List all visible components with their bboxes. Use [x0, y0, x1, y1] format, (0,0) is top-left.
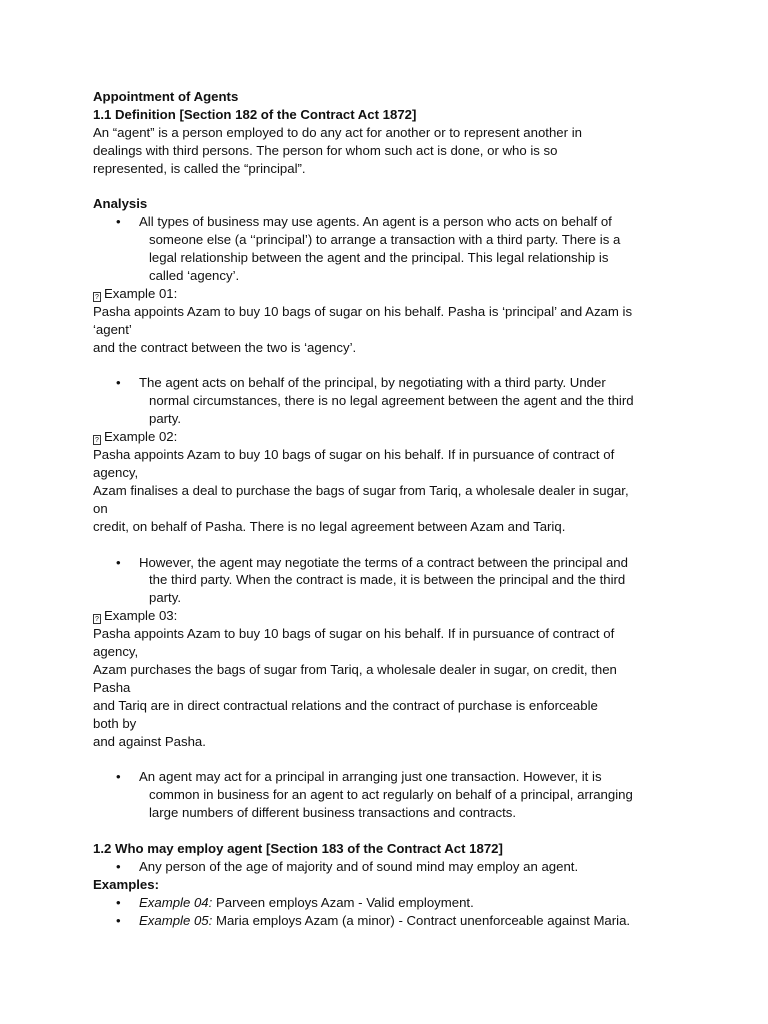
- missing-glyph-icon: ?: [93, 614, 101, 624]
- example-line: Azam finalises a deal to purchase the bags of sugar from Tariq, a wholesale dealer in sugar,: [93, 482, 629, 498]
- bullet-icon: •: [116, 894, 121, 910]
- example-line: on: [93, 500, 108, 516]
- bullet-icon: •: [116, 912, 121, 928]
- example-line: Pasha appoints Azam to buy 10 bags of sugar on his behalf. Pasha is ‘principal’ and Azam is: [93, 303, 633, 319]
- example-05-text: Maria employs Azam (a minor) - Contract unenforceable against Maria.: [212, 912, 631, 928]
- example-line: Pasha appoints Azam to buy 10 bags of sugar on his behalf. If in pursuance of contract of: [93, 626, 615, 642]
- example-04-label: Example 04:: [139, 894, 213, 910]
- example-label: ? Example 03:: [93, 607, 673, 625]
- bullet-item: [93, 554, 673, 608]
- analysis-heading: Analysis: [93, 196, 148, 212]
- bullet-line: the third party. When the contract is made, it is between the principal and the third: [149, 572, 626, 588]
- definition-line: An “agent” is a person employed to do any act for another or to represent another in: [93, 124, 582, 140]
- example-04-text: Parveen employs Azam - Valid employment.: [212, 894, 474, 910]
- bullet-icon: •: [116, 214, 121, 230]
- example-label: ? Example 01:: [93, 285, 673, 303]
- example-line: and against Pasha.: [93, 733, 206, 749]
- example-line: Pasha: [93, 679, 131, 695]
- bullet-line: All types of business may use agents. An agent is a person who acts on behalf of: [139, 214, 612, 230]
- bullet-icon: •: [116, 554, 121, 570]
- bullet-line: However, the agent may negotiate the terms of a contract between the principal and: [139, 554, 628, 570]
- document-body: [93, 88, 673, 930]
- missing-glyph-icon: ?: [93, 292, 101, 302]
- bullet-line: party.: [149, 411, 182, 427]
- bullet-item: [93, 768, 673, 822]
- bullet-item: [93, 858, 673, 876]
- bullet-line: common in business for an agent to act regularly on behalf of a principal, arranging: [149, 787, 633, 803]
- bullet-item: [93, 912, 673, 930]
- example-line: agency,: [93, 465, 139, 480]
- bullet-icon: •: [116, 769, 121, 785]
- bullet-line: normal circumstances, there is no legal agreement between the agent and the third: [149, 393, 634, 409]
- bullet-line: large numbers of different business transactions and contracts.: [149, 805, 517, 821]
- bullet-item: [93, 374, 673, 428]
- bullet-line: Any person of the age of majority and of sound mind may employ an agent.: [139, 858, 579, 874]
- example-line: Azam purchases the bags of sugar from Tariq, a wholesale dealer in sugar, on credit, then: [93, 661, 617, 677]
- example-label: ? Example 02:: [93, 428, 673, 446]
- example-line: both by: [93, 715, 137, 731]
- example-05-label: Example 05:: [139, 912, 213, 928]
- bullet-icon: •: [116, 858, 121, 874]
- definition-line: represented, is called the “principal”.: [93, 160, 306, 176]
- definition-line: dealings with third persons. The person for whom such act is done, or who is so: [93, 142, 558, 158]
- example-line: ‘agent’: [93, 321, 132, 337]
- bullet-line: The agent acts on behalf of the principal, by negotiating with a third party. Under: [139, 375, 606, 391]
- bullet-line: party.: [149, 590, 182, 606]
- bullet-icon: •: [116, 375, 121, 391]
- example-line: and the contract between the two is ‘agency’.: [93, 339, 357, 355]
- bullet-line: called ‘agency’.: [149, 268, 240, 284]
- section-1-2-heading: 1.2 Who may employ agent [Section 183 of the Contract Act 1872]: [93, 840, 503, 856]
- section-1-1-heading: 1.1 Definition [Section 182 of the Contract Act 1872]: [93, 106, 417, 122]
- bullet-item: [93, 894, 673, 912]
- document-title: Appointment of Agents: [93, 89, 239, 104]
- example-line: Pasha appoints Azam to buy 10 bags of sugar on his behalf. If in pursuance of contract of: [93, 447, 615, 463]
- bullet-line: someone else (a ‘‘principal’) to arrange a transaction with a third party. There is a: [149, 232, 621, 248]
- example-line: and Tariq are in direct contractual relations and the contract of purchase is enforceable: [93, 697, 598, 713]
- missing-glyph-icon: ?: [93, 435, 101, 445]
- bullet-item: [93, 213, 673, 285]
- bullet-line: legal relationship between the agent and the principal. This legal relationship is: [149, 250, 609, 266]
- example-line: agency,: [93, 644, 139, 660]
- examples-heading: Examples:: [93, 876, 159, 892]
- example-line: credit, on behalf of Pasha. There is no legal agreement between Azam and Tariq.: [93, 518, 566, 534]
- bullet-line: An agent may act for a principal in arranging just one transaction. However, it is: [139, 769, 602, 785]
